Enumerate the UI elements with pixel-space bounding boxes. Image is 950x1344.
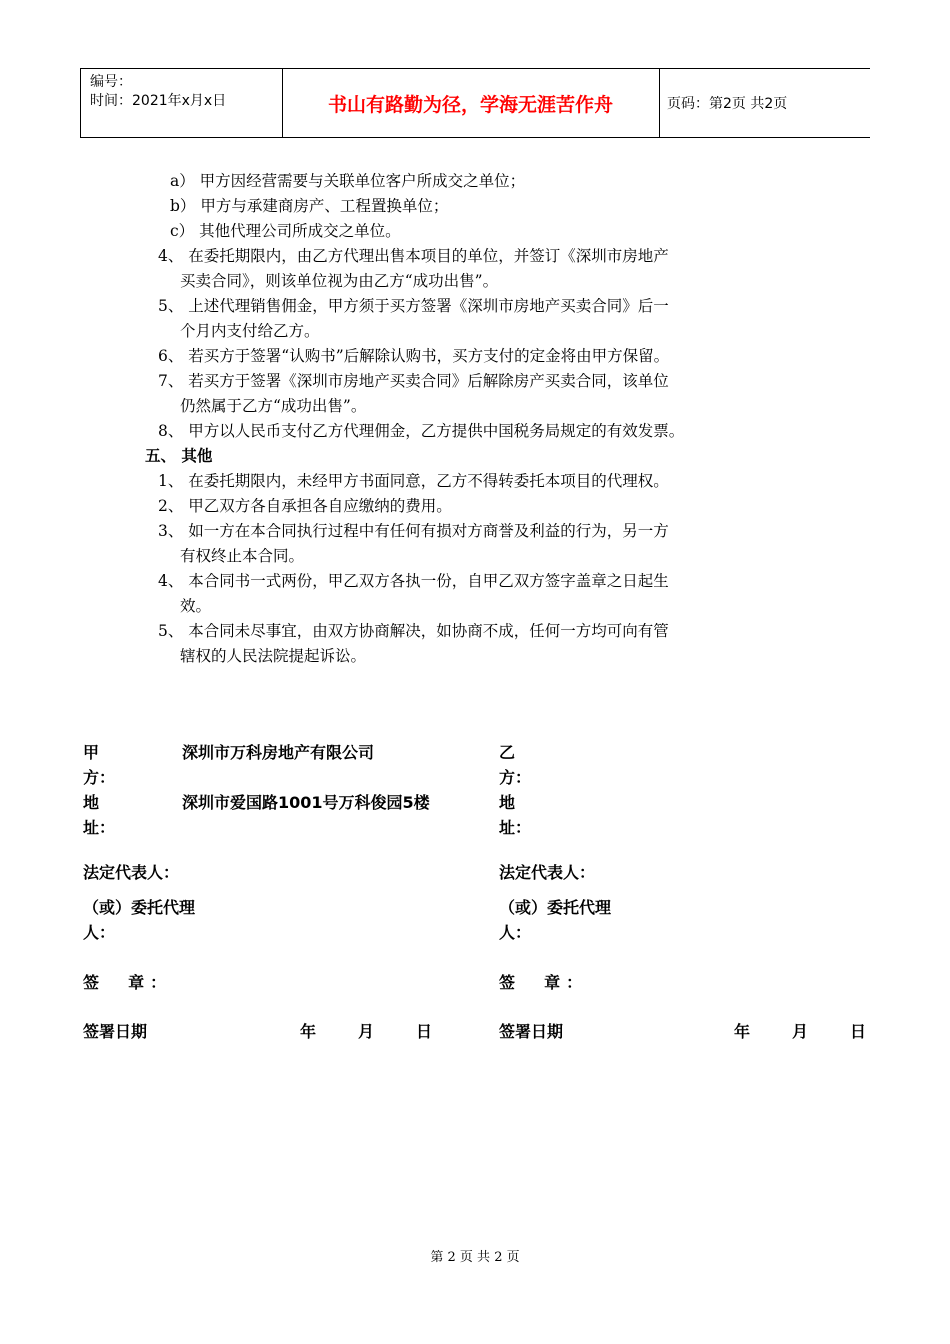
header-time: 时间：2021年x月x日 bbox=[90, 93, 227, 109]
clause-line: 6、 若买方于签署“认购书”后解除认购书，买方支付的定金将由甲方保留。 bbox=[158, 347, 670, 365]
header-number: 编号： bbox=[90, 74, 132, 90]
clause-line: 辖权的人民法院提起诉讼。 bbox=[180, 647, 367, 665]
party-a-label-cont: 方： bbox=[83, 768, 116, 787]
party-b-label-cont: 方： bbox=[499, 768, 532, 787]
party-b-agent: （或）委托代理 bbox=[499, 898, 612, 917]
clause-line: 2、 甲乙双方各自承担各自应缴纳的费用。 bbox=[158, 497, 452, 515]
party-a-month: 月 bbox=[358, 1022, 375, 1041]
clause-line: 5、 上述代理销售佣金，甲方须于买方签署《深圳市房地产买卖合同》后一 bbox=[158, 297, 669, 315]
clause-line: 4、 本合同书一式两份，甲乙双方各执一份，自甲乙双方签字盖章之日起生 bbox=[158, 572, 669, 590]
clause-line: 有权终止本合同。 bbox=[180, 547, 305, 565]
party-b-year: 年 bbox=[734, 1022, 751, 1041]
clause-line: 7、 若买方于签署《深圳市房地产买卖合同》后解除房产买卖合同，该单位 bbox=[158, 372, 669, 390]
clause-line: 个月内支付给乙方。 bbox=[180, 322, 320, 340]
party-a-year: 年 bbox=[300, 1022, 317, 1041]
clause-line: 5、 本合同未尽事宜，由双方协商解决，如协商不成，任何一方均可向有管 bbox=[158, 622, 669, 640]
party-b-agent-cont: 人： bbox=[499, 923, 532, 942]
header-divider-2 bbox=[659, 69, 660, 137]
party-b-address-label-cont: 址： bbox=[499, 818, 532, 837]
party-a-name: 深圳市万科房地产有限公司 bbox=[182, 743, 375, 762]
party-a-agent-cont: 人： bbox=[83, 923, 116, 942]
party-b-label: 乙 bbox=[499, 743, 516, 762]
party-a-address-label-cont: 址： bbox=[83, 818, 116, 837]
clause-line: 仍然属于乙方“成功出售”。 bbox=[180, 397, 367, 415]
party-b-legal-rep: 法定代表人： bbox=[499, 863, 596, 882]
clause-line: b） 甲方与承建商房产、工程置换单位； bbox=[170, 197, 449, 215]
header-motto: 书山有路勤为径，学海无涯苦作舟 bbox=[327, 93, 613, 116]
clause-line: 3、 如一方在本合同执行过程中有任何有损对方商誉及利益的行为，另一方 bbox=[158, 522, 669, 540]
party-a-sign-date: 签署日期 bbox=[83, 1022, 148, 1041]
clause-line: 买卖合同》，则该单位视为由乙方“成功出售”。 bbox=[180, 272, 499, 290]
party-a-legal-rep: 法定代表人： bbox=[83, 863, 180, 882]
clause-line: 1、 在委托期限内，未经甲方书面同意，乙方不得转委托本项目的代理权。 bbox=[158, 472, 669, 490]
clause-line: c） 其他代理公司所成交之单位。 bbox=[170, 222, 401, 240]
party-b-seal: 签 章： bbox=[499, 973, 589, 992]
party-b-month: 月 bbox=[792, 1022, 809, 1041]
header-page-info: 页码：第2页 共2页 bbox=[667, 96, 788, 112]
header-border-left bbox=[80, 69, 81, 137]
party-a-agent: （或）委托代理 bbox=[83, 898, 196, 917]
party-a-day: 日 bbox=[416, 1022, 433, 1041]
party-b-sign-date: 签署日期 bbox=[499, 1022, 564, 1041]
page-footer: 第 2 页 共 2 页 bbox=[430, 1250, 520, 1265]
clause-line: 4、 在委托期限内，由乙方代理出售本项目的单位，并签订《深圳市房地产 bbox=[158, 247, 669, 265]
clause-line: 效。 bbox=[180, 597, 212, 615]
party-a-address-label: 地 bbox=[83, 793, 100, 812]
party-b-day: 日 bbox=[850, 1022, 867, 1041]
party-a-address: 深圳市爱国路1001号万科俊园5楼 bbox=[182, 793, 430, 812]
document-header bbox=[80, 68, 870, 138]
clause-line: 8、 甲方以人民币支付乙方代理佣金，乙方提供中国税务局规定的有效发票。 bbox=[158, 422, 685, 440]
section-heading: 五、 其他 bbox=[145, 447, 213, 465]
party-b-address-label: 地 bbox=[499, 793, 516, 812]
party-a-seal: 签 章： bbox=[83, 973, 173, 992]
party-a-label: 甲 bbox=[83, 743, 100, 762]
header-meta bbox=[90, 73, 226, 111]
clause-line: a） 甲方因经营需要与关联单位客户所成交之单位； bbox=[170, 172, 526, 190]
